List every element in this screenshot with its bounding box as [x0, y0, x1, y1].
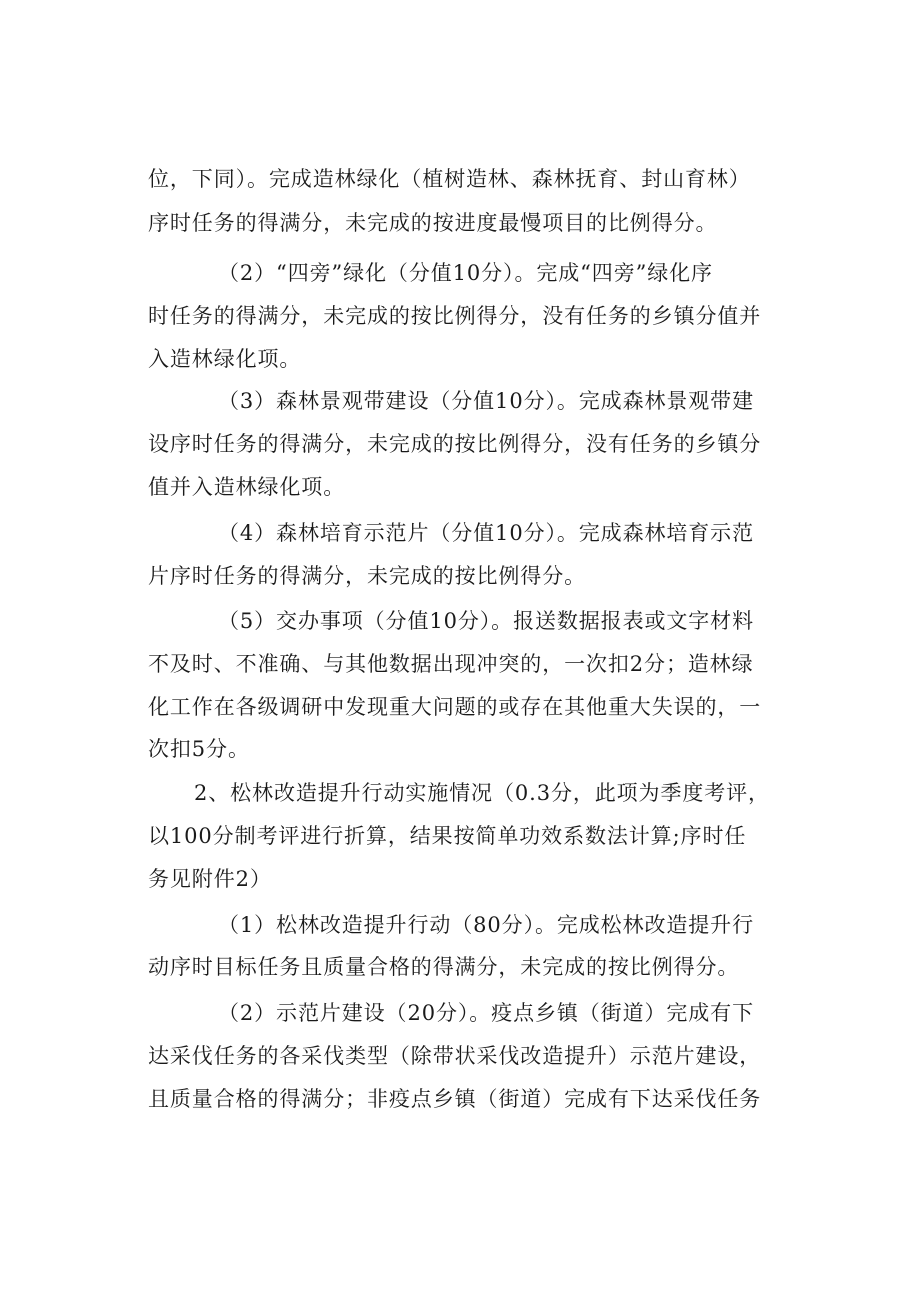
text-line: 片序时任务的得满分，未完成的按比例得分。	[148, 564, 586, 588]
text-line: （2）“四旁”绿化（分值10分）。完成“四旁”绿化序	[218, 261, 713, 285]
text-line: 时任务的得满分，未完成的按比例得分，没有任务的乡镇分值并	[148, 304, 762, 328]
text-line: 次扣5分。	[148, 737, 250, 761]
text-line: 入造林绿化项。	[148, 347, 302, 371]
text-line: （4）森林培育示范片（分值10分）。完成森林培育示范	[218, 521, 754, 545]
text-line: 不及时、不准确、与其他数据出现冲突的，一次扣2分；造林绿	[148, 652, 754, 676]
text-line: 位，下同）。完成造林绿化（植树造林、森林抚育、封山育林）	[148, 167, 751, 191]
text-line: （3）森林景观带建设（分值10分）。完成森林景观带建	[218, 389, 754, 413]
text-line: （2）示范片建设（20分）。疫点乡镇（街道）完成有下	[218, 1001, 754, 1025]
text-line: 序时任务的得满分，未完成的按进度最慢项目的比例得分。	[148, 211, 718, 235]
text-line: 达采伐任务的各采伐类型（除带状采伐改造提升）示范片建设，	[148, 1044, 762, 1068]
text-line: 设序时任务的得满分，未完成的按比例得分，没有任务的乡镇分	[148, 432, 762, 456]
text-line: 动序时目标任务且质量合格的得满分，未完成的按比例得分。	[148, 955, 740, 979]
text-line: 值并入造林绿化项。	[148, 475, 346, 499]
text-line: 2、松林改造提升行动实施情况（0.3分，此项为季度考评，	[194, 781, 770, 805]
text-line: （5）交办事项（分值10分）。报送数据报表或文字材料	[218, 609, 754, 633]
text-line: （1）松林改造提升行动（80分）。完成松林改造提升行	[218, 913, 754, 937]
text-line: 化工作在各级调研中发现重大问题的或存在其他重大失误的，一	[148, 695, 762, 719]
text-line: 以100分制考评进行折算，结果按简单功效系数法计算;序时任	[148, 824, 747, 848]
text-line: 且质量合格的得满分；非疫点乡镇（街道）完成有下达采伐任务	[148, 1087, 762, 1111]
text-line: 务见附件2）	[148, 867, 272, 891]
